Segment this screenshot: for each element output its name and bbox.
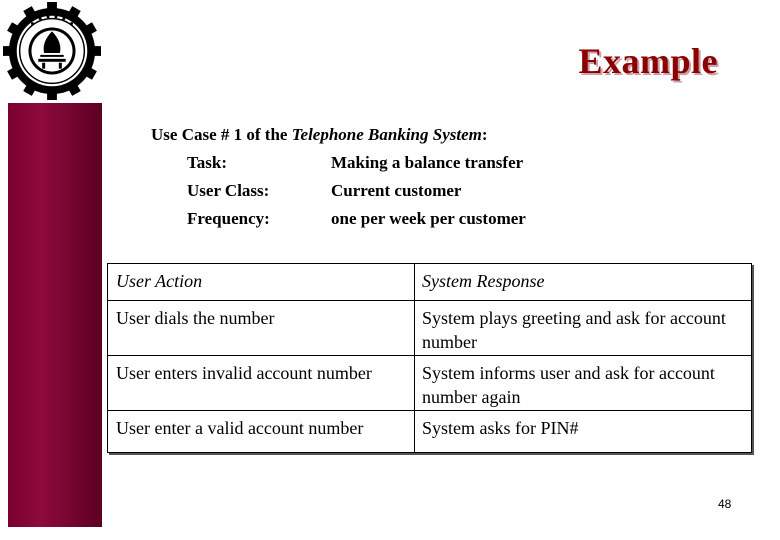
university-logo-icon <box>3 2 101 100</box>
use-case-attributes <box>187 153 526 237</box>
use-case-suffix: : <box>481 125 488 144</box>
user-action-cell: User dials the number <box>116 308 275 328</box>
attribute-row <box>187 153 526 181</box>
attribute-key: User Class: <box>187 181 270 200</box>
user-action-cell: User enter a valid account number <box>116 418 364 438</box>
attribute-key: Frequency: <box>187 209 270 228</box>
system-name: Telephone Banking System <box>291 125 482 144</box>
attribute-value: one per week per customer <box>331 209 526 228</box>
system-response-cell: System plays greeting and ask for account number <box>414 301 751 355</box>
table-row <box>108 411 751 452</box>
table-row <box>108 301 751 355</box>
table-header-row <box>108 264 751 300</box>
slide-title: Example <box>578 41 718 81</box>
use-case-heading <box>151 125 488 145</box>
attribute-key: Task: <box>187 153 228 172</box>
user-action-cell: User enters invalid account number <box>116 363 372 383</box>
attribute-row <box>187 209 526 237</box>
header-user-action: User Action <box>116 271 203 291</box>
attribute-value: Making a balance transfer <box>331 153 524 172</box>
table-row <box>108 356 751 410</box>
interaction-table <box>107 263 752 453</box>
page-number: 48 <box>718 497 732 511</box>
system-response-cell: System informs user and ask for account number again <box>414 356 751 410</box>
system-response-cell: System asks for PIN# <box>414 411 751 452</box>
sidebar-accent-bar <box>8 103 102 527</box>
attribute-value: Current customer <box>331 181 462 200</box>
header-system-response: System Response <box>414 264 751 300</box>
attribute-row <box>187 181 526 209</box>
use-case-prefix: Use Case # 1 of the <box>151 125 292 144</box>
